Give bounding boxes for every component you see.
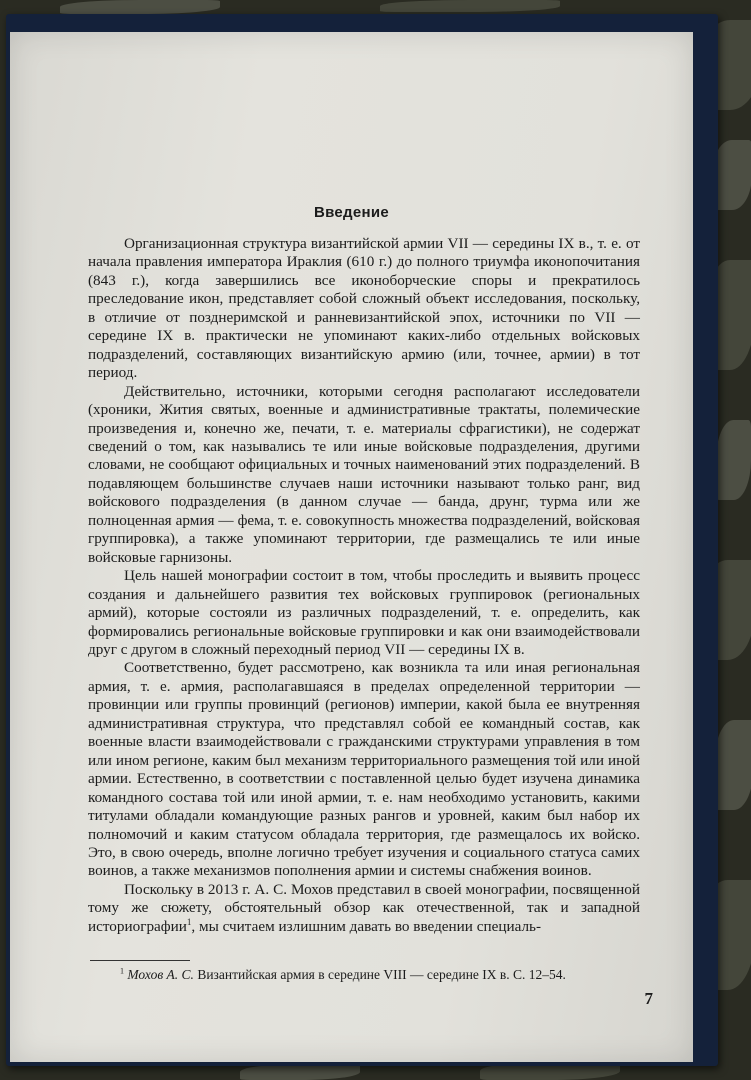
footnote-number: 1	[120, 966, 124, 976]
paragraph	[88, 881, 640, 936]
paragraph: Соответственно, будет рассмотрено, как возникла та или иная региональная армия, т. е. армия, располагавшаяся в пределах определенной территории — провинции или группы провинций (регионов) империи, какой была ее внутренняя административная структура, что представлял собой ее командный состав, как военные власти взаимодействовали с гражданскими структурами управления в том или ином регионе, каким был механизм территориального размещения той или иной армии. Естественно, в соответствии с поставленной целью будет изучена динамика командного состава той или иной армии, т. е. нам необходимо установить, какими титулами обладали командующие разных рангов и уровней, каким был набор их полномочий и каким статусом обладала территория, где размещалось их войско. Это, в свою очередь, вполне логично требует изучения и социального статуса самих воинов, а также механизмов пополнения армии и системы снабжения воинов.	[88, 659, 640, 880]
footnote-divider	[90, 960, 190, 961]
paragraph: Действительно, источники, которыми сегодня располагают исследователи (хроники, Жития святых, военные и административные трактаты, полемические произведения и, конечно же, печати, т. е. материалы сфрагистики), не содержат сведений о том, как назывались те или иные войсковые подразделения, другими словами, не сообщают официальных и точных наименований этих подразделений. В подавляющем большинстве случаев наши источники называют только ранг, вид войскового подразделения (в данном случае — банда, друнг, турма или же полноценная армия — фема, т. е. совокупность множества подразделений, войсковая группировка), а также упоминают территории, где размещались те или иные войсковые гарнизоны.	[88, 382, 640, 566]
footnote-reference[interactable]: 1	[186, 916, 192, 927]
paragraph: Цель нашей монографии состоит в том, чтобы проследить и выявить процесс создания и дальнейшего развития тех войсковых группировок (региональных армий), которые состояли из различных подразделений, т. е. определить, как формировались региональные войсковые группировки и как они взаимодействовали друг с другом в сложный переходный период VII — середины IX в.	[88, 567, 640, 658]
footnote-text: Византийская армия в середине VIII — середине IX в. С. 12–54.	[193, 967, 566, 982]
book-page	[10, 32, 693, 1062]
chapter-title: Введение	[313, 204, 390, 221]
page-number: 7	[644, 989, 653, 1008]
paragraph-text: Поскольку в 2013 г. А. С. Мохов представил в своей монографии, посвященной тому же сюжету, обстоятельный обзор как отечественной, так и западной историографии	[88, 880, 640, 935]
footnote-author: Мохов А. С.	[127, 967, 194, 982]
body-text	[88, 235, 640, 936]
footnote	[90, 966, 650, 983]
book-cover	[6, 14, 718, 1066]
paragraph: Организационная структура византийской армии VII — середины IX в., т. е. от начала правления императора Ираклия (610 г.) до полного триумфа иконопочитания (843 г.), когда завершились все иконоборческие споры и прекратилось преследование икон, представляет собой сложный объект исследования, поскольку, в отличие от позднеримской и ранневизантийской эпох, источники по VII — середине IX в. практически не упоминают каких-либо отдельных войсковых подразделений, составляющих византийскую армию (или, точнее, армии) в тот период.	[88, 235, 640, 382]
paragraph-text: , мы считаем излишним давать во введении специаль-	[191, 917, 542, 935]
